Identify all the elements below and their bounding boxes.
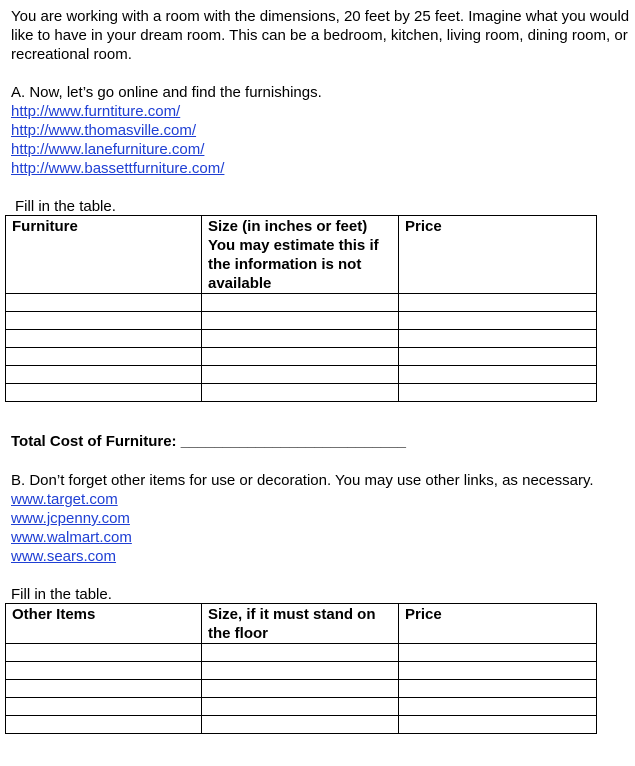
table-cell[interactable] [6, 312, 202, 330]
table-cell[interactable] [399, 366, 597, 384]
table-cell[interactable] [6, 644, 202, 662]
table-cell[interactable] [202, 366, 399, 384]
table-cell[interactable] [202, 348, 399, 366]
table-cell[interactable] [202, 294, 399, 312]
link-lanefurniture[interactable]: http://www.lanefurniture.com/ [11, 141, 205, 158]
table-cell[interactable] [399, 680, 597, 698]
other-items-table-header [6, 604, 597, 644]
table-row [6, 698, 597, 716]
table-cell[interactable] [202, 698, 399, 716]
link-target[interactable]: www.target.com [11, 491, 118, 508]
table-cell[interactable] [6, 348, 202, 366]
table-cell[interactable] [202, 662, 399, 680]
table-cell[interactable] [399, 644, 597, 662]
header-size: Size, if it must stand on the floor [202, 604, 399, 644]
header-price: Price [399, 604, 597, 644]
table-cell[interactable] [6, 662, 202, 680]
table-cell[interactable] [399, 662, 597, 680]
link-walmart[interactable]: www.walmart.com [11, 529, 132, 546]
table-row [6, 644, 597, 662]
table-cell[interactable] [6, 680, 202, 698]
table-cell[interactable] [6, 366, 202, 384]
total-cost-line: Total Cost of Furniture: ___________________________ [11, 433, 406, 450]
table-row [6, 294, 597, 312]
section-b-heading: B. Don’t forget other items for use or decoration. You may use other links, as necessary. [11, 472, 594, 489]
table-cell[interactable] [202, 680, 399, 698]
table-cell[interactable] [399, 348, 597, 366]
table-cell[interactable] [399, 698, 597, 716]
header-size: Size (in inches or feet) You may estimate this if the information is not available [202, 216, 399, 294]
table-cell[interactable] [399, 312, 597, 330]
intro-paragraph: You are working with a room with the dimensions, 20 feet by 25 feet. Imagine what you would like to have in your dream room. This can be a bedroom, kitchen, living room, dining room, or recreational room. [11, 8, 630, 63]
link-sears[interactable]: www.sears.com [11, 548, 117, 565]
table-cell[interactable] [6, 716, 202, 734]
link-furniture[interactable]: http://www.furntiture.com/ [11, 103, 181, 120]
table-cell[interactable] [202, 644, 399, 662]
table-cell[interactable] [6, 384, 202, 402]
furniture-table [5, 215, 597, 402]
table-row [6, 312, 597, 330]
link-bassettfurniture[interactable]: http://www.bassettfurniture.com/ [11, 160, 225, 177]
table-cell[interactable] [399, 384, 597, 402]
table-cell[interactable] [399, 330, 597, 348]
other-items-table [5, 603, 597, 734]
header-other-items: Other Items [6, 604, 202, 644]
link-jcpenny[interactable]: www.jcpenny.com [11, 510, 130, 527]
table-row [6, 330, 597, 348]
fill-table-label-b: Fill in the table. [11, 586, 112, 603]
table-cell[interactable] [6, 698, 202, 716]
table-row [6, 348, 597, 366]
table-row [6, 366, 597, 384]
table-cell[interactable] [202, 716, 399, 734]
header-furniture: Furniture [6, 216, 202, 294]
table-row [6, 384, 597, 402]
link-thomasville[interactable]: http://www.thomasville.com/ [11, 122, 197, 139]
table-cell[interactable] [399, 716, 597, 734]
furniture-table-header [6, 216, 597, 294]
section-a-heading: A. Now, let’s go online and find the furnishings. [11, 84, 322, 101]
table-cell[interactable] [202, 384, 399, 402]
table-cell[interactable] [399, 294, 597, 312]
table-cell[interactable] [202, 330, 399, 348]
table-cell[interactable] [6, 294, 202, 312]
table-row [6, 680, 597, 698]
header-price: Price [399, 216, 597, 294]
table-row [6, 716, 597, 734]
table-cell[interactable] [6, 330, 202, 348]
table-row [6, 662, 597, 680]
table-cell[interactable] [202, 312, 399, 330]
fill-table-label-a: Fill in the table. [15, 198, 116, 215]
